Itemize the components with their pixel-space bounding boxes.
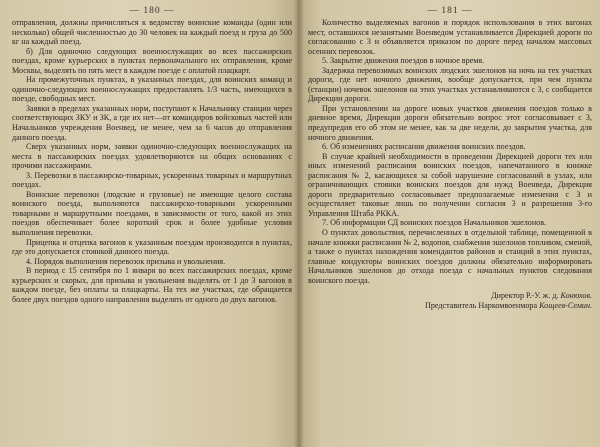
right-section-heading: 5. Закрытие движения поездов в ночное время. <box>322 56 485 66</box>
left-section-heading: 4. Порядок выполнения перевозок призыва и увольнения. <box>26 256 226 266</box>
left-paragraph: Заявки в пределах указанных норм, поступают к Начальнику станции через соответствующих ЗКУ и ЗК, а где их нет—от командиров войсковых частей или Начальников учреждения Военвед, не менее, чем за 6 часов до отправления данного поезда. <box>12 103 292 142</box>
left-paragraph: В период с 15 сентября по 1 января во всех пассажирских поездах, кроме курьерских и скорых, для призыва и увольнения выделять от 1 до 3 вагонов в каждом поезде, без оплаты за плацкарты. На тех же участках, где обращается более двух поездов одного направления выделять от одного до двух вагонов. <box>12 266 292 304</box>
left-paragraph: Прицепка и отцепка вагонов к указанным поездам производится в пунктах, где это допускается стоянкой данного поезда. <box>12 237 292 257</box>
left-paragraph: б) Для одиночно следующих военнослужащих во всех пассажирских поездах, кроме курьерских в пунктах первоначального их отправления, кроме Москвы, выделять по пять мест в каждом поезде с оплатой плацкарт. <box>12 46 292 75</box>
left-page-number: — 180 — <box>129 6 175 16</box>
book-gutter-shadow <box>294 0 304 447</box>
signature-name: Конюхов. <box>560 291 592 301</box>
left-paragraph: отправления, должны причисляться к ведомству воинские команды (один или несколько) общей численностью до 30 человек на каждый поезд и груза до 500 кг на каждый поезд. <box>12 18 292 47</box>
signature-role: Представитель Наркомвоенмора <box>425 301 538 311</box>
right-page-number: — 181 — <box>427 6 473 16</box>
signature-director <box>308 291 592 301</box>
right-page <box>298 0 600 447</box>
left-paragraph: Сверх указанных норм, заявки одиночно-следующих военнослужащих на места в пассажирских поездах удовлетворяются на общих основаниях с прочими пассажирами. <box>12 142 292 171</box>
left-paragraph: На промежуточных пунктах, в указанных поездах, для воинских команд и одиночно-следующих военнослужащих предоставлять 1/3 часть, имеющихся в поезде, свободных мест. <box>12 75 292 104</box>
right-section-heading: 7. Об информации СД воинских поездов Начальников эшелонов. <box>322 218 547 228</box>
right-paragraph: Количество выделяемых вагонов и порядок использования в этих вагонах мест, оставшихся незанятыми Военведом устанавливается Дирекцией дороги по согласованию с 3 и объявляется приказом по дороге перед началом массовых осенних перевозок. <box>308 18 592 56</box>
right-paragraph: О пунктах довольствия, перечисленных в отдельной таблице, помещенной в начале книжки расписания № 2, водопоя, снабжения эшелонов топливом, сменой, а также о пунктах нахождения комендантов районов и станций в этих пунктах, главные кондукторы воинских поездов должны обязательно информировать Начальников эшелонов до отхода поезда с начальных пунктов следования воинского поезда. <box>308 228 592 285</box>
right-paragraph: Задержка перевозимых воинских людских эшелонов на ночь на тех участках дороги, где нет ночного движения, вообще допускается, при чем пункты (станции) ночевок эшелонов на этих участках устанавливаются с 3, с сообщается Дирекции дороги. <box>308 65 592 104</box>
signature-name: Кощеев-Семин. <box>539 301 592 311</box>
right-section-heading: 6. Об изменениях расписания движения воинских поездов. <box>322 142 526 152</box>
right-paragraph: При установлении на дороге новых участков движения поездов только в дневное время, Дирекция дороги обязательно вопрос этот согласовывает с 3, предупредив его об этом не менее, как за две недели, до закрытия участка, для ночного движения. <box>308 103 592 142</box>
left-section-heading: 3. Перевозки в пассажирско-товарных, ускоренных товарных и маршрутных поездах. <box>12 170 292 190</box>
left-page <box>0 0 298 447</box>
signature-representative <box>308 301 592 311</box>
left-paragraph: Воинские перевозки (людские и грузовые) не имеющие целого состава воинского поезда, выполняются пассажирско-товарными ускоренными товарными и маршрутными поездами, в зависимости от того, какой из этих поездов обеспечивает более короткий срок и более удобные условия выполнения перевозки. <box>12 189 292 238</box>
right-paragraph: В случае крайней необходимости в проведении Дирекцией дороги тех или иных изменений расписания воинских поездов, напечатанного в книжке расписания № 2, касающихся за собой нарушение согласований в узлах, или ограничивающих стоянки воинских поездов для нужд Военведа, Дирекция дороги предварительно согласовывает предполагаемые изменения с 3 и осуществляет таковые лишь по получении согласия 3 и разрешения 3-го Управления Штаба РККА. <box>308 151 592 218</box>
signature-role: Директор Р.-У. ж. д. <box>491 291 559 301</box>
